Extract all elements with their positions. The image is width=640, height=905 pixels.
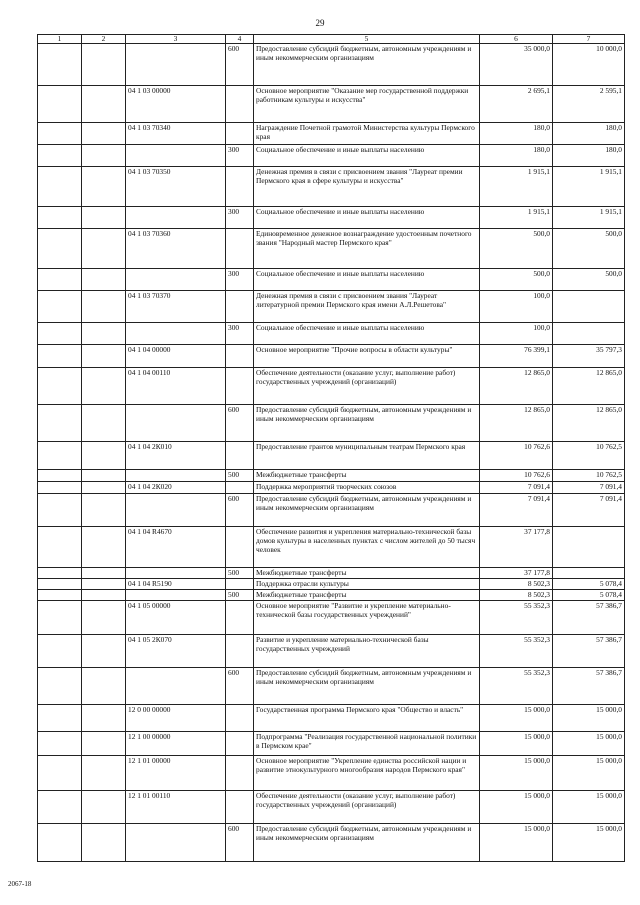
cell-col2 [82, 86, 126, 123]
cell-code: 04 1 05 2К070 [126, 635, 226, 668]
cell-name: Основное мероприятие "Прочие вопросы в области культуры" [254, 345, 480, 368]
cell-col2 [82, 824, 126, 862]
cell-amount-6: 1 915,1 [480, 167, 553, 207]
table-row [38, 229, 625, 269]
cell-name: Предоставление субсидий бюджетным, автономным учреждениям и иным некоммерческим организациям [254, 44, 480, 86]
cell-amount-7: 5 078,4 [553, 579, 625, 590]
cell-col2 [82, 323, 126, 345]
cell-amount-7: 12 865,0 [553, 368, 625, 405]
cell-amount-7: 10 762,5 [553, 470, 625, 482]
cell-amount-6: 500,0 [480, 269, 553, 291]
cell-amount-6: 7 091,4 [480, 494, 553, 527]
cell-expense-type [226, 291, 254, 323]
cell-col1 [38, 590, 82, 601]
cell-name: Социальное обеспечение и иные выплаты населению [254, 207, 480, 229]
table-header-row [38, 35, 625, 44]
cell-amount-7: 10 762,5 [553, 442, 625, 470]
column-header-2: 2 [82, 35, 126, 44]
cell-amount-6: 37 177,8 [480, 527, 553, 568]
cell-code: 04 1 03 70360 [126, 229, 226, 269]
cell-amount-7: 180,0 [553, 123, 625, 145]
cell-amount-6: 37 177,8 [480, 568, 553, 579]
cell-expense-type [226, 442, 254, 470]
cell-amount-7: 7 091,4 [553, 494, 625, 527]
cell-expense-type [226, 86, 254, 123]
cell-col1 [38, 482, 82, 494]
cell-name: Обеспечение развития и укрепления материально-технической базы домов культуры в населенных пунктах с числом жителей до 50 тысяч человек [254, 527, 480, 568]
cell-name: Основное мероприятие "Развитие и укрепление материально-технической базы государственных учреждений" [254, 601, 480, 635]
table-row [38, 470, 625, 482]
cell-col1 [38, 732, 82, 756]
cell-amount-7: 180,0 [553, 145, 625, 167]
table-row [38, 579, 625, 590]
cell-col2 [82, 568, 126, 579]
cell-amount-6: 8 502,3 [480, 579, 553, 590]
cell-expense-type [226, 167, 254, 207]
cell-expense-type [226, 705, 254, 732]
cell-col2 [82, 291, 126, 323]
cell-name: Предоставление субсидий бюджетным, автономным учреждениям и иным некоммерческим организациям [254, 494, 480, 527]
cell-amount-7: 57 386,7 [553, 668, 625, 705]
cell-col2 [82, 668, 126, 705]
cell-code [126, 668, 226, 705]
cell-code: 04 1 04 2К010 [126, 442, 226, 470]
cell-code: 12 1 01 00000 [126, 756, 226, 791]
cell-col2 [82, 590, 126, 601]
cell-col1 [38, 579, 82, 590]
cell-amount-6: 12 865,0 [480, 405, 553, 442]
column-header-7: 7 [553, 35, 625, 44]
cell-expense-type: 300 [226, 323, 254, 345]
cell-col1 [38, 291, 82, 323]
table-row [38, 601, 625, 635]
cell-col1 [38, 167, 82, 207]
cell-amount-7: 2 595,1 [553, 86, 625, 123]
cell-code [126, 568, 226, 579]
cell-code: 04 1 03 00000 [126, 86, 226, 123]
cell-code [126, 207, 226, 229]
cell-expense-type [226, 635, 254, 668]
cell-col2 [82, 635, 126, 668]
cell-col1 [38, 207, 82, 229]
table-row [38, 323, 625, 345]
cell-amount-7: 500,0 [553, 269, 625, 291]
cell-name: Развитие и укрепление материально-технической базы государственных учреждений [254, 635, 480, 668]
cell-name: Денежная премия в связи с присвоением звания "Лауреат литературной премии Пермского края имени А.Л.Решетова" [254, 291, 480, 323]
cell-col2 [82, 269, 126, 291]
cell-expense-type: 500 [226, 590, 254, 601]
cell-col1 [38, 345, 82, 368]
cell-amount-6: 100,0 [480, 291, 553, 323]
cell-col2 [82, 601, 126, 635]
cell-amount-7: 1 915,1 [553, 167, 625, 207]
cell-expense-type: 600 [226, 494, 254, 527]
cell-name: Поддержка мероприятий творческих союзов [254, 482, 480, 494]
table-row [38, 291, 625, 323]
cell-col1 [38, 824, 82, 862]
cell-amount-6: 10 762,6 [480, 442, 553, 470]
cell-name: Межбюджетные трансферты [254, 568, 480, 579]
cell-name: Предоставление субсидий бюджетным, автономным учреждениям и иным некоммерческим организациям [254, 824, 480, 862]
table-row [38, 756, 625, 791]
table-row [38, 269, 625, 291]
cell-amount-7: 15 000,0 [553, 732, 625, 756]
column-header-5: 5 [254, 35, 480, 44]
cell-amount-6: 55 352,3 [480, 668, 553, 705]
cell-amount-6: 15 000,0 [480, 756, 553, 791]
cell-amount-6: 100,0 [480, 323, 553, 345]
cell-name: Денежная премия в связи с присвоением звания "Лауреат премии Пермского края в сфере культуры и искусства" [254, 167, 480, 207]
cell-col2 [82, 494, 126, 527]
cell-col1 [38, 44, 82, 86]
cell-code: 04 1 04 00000 [126, 345, 226, 368]
cell-code: 12 0 00 00000 [126, 705, 226, 732]
column-header-4: 4 [226, 35, 254, 44]
cell-code [126, 824, 226, 862]
table-row [38, 732, 625, 756]
cell-name: Межбюджетные трансферты [254, 470, 480, 482]
cell-expense-type: 600 [226, 668, 254, 705]
cell-amount-6: 15 000,0 [480, 791, 553, 824]
cell-name: Поддержка отрасли культуры [254, 579, 480, 590]
cell-code [126, 269, 226, 291]
cell-col2 [82, 756, 126, 791]
cell-col1 [38, 269, 82, 291]
table-row [38, 527, 625, 568]
cell-expense-type: 300 [226, 145, 254, 167]
cell-amount-7 [553, 568, 625, 579]
cell-code [126, 494, 226, 527]
cell-expense-type [226, 756, 254, 791]
cell-name: Подпрограмма "Реализация государственной национальной политики в Пермском крае" [254, 732, 480, 756]
cell-code [126, 590, 226, 601]
cell-amount-6: 500,0 [480, 229, 553, 269]
cell-name: Награждение Почетной грамотой Министерства культуры Пермского края [254, 123, 480, 145]
cell-col1 [38, 527, 82, 568]
page-number: 29 [315, 18, 325, 28]
table-row [38, 791, 625, 824]
cell-name: Социальное обеспечение и иные выплаты населению [254, 269, 480, 291]
cell-name: Государственная программа Пермского края "Общество и власть" [254, 705, 480, 732]
cell-amount-7: 1 915,1 [553, 207, 625, 229]
cell-expense-type [226, 229, 254, 269]
cell-amount-6: 180,0 [480, 145, 553, 167]
cell-col2 [82, 442, 126, 470]
cell-expense-type: 600 [226, 824, 254, 862]
cell-amount-6: 180,0 [480, 123, 553, 145]
cell-amount-6: 8 502,3 [480, 590, 553, 601]
cell-col2 [82, 145, 126, 167]
cell-col1 [38, 470, 82, 482]
cell-code: 12 1 00 00000 [126, 732, 226, 756]
cell-name: Социальное обеспечение и иные выплаты населению [254, 323, 480, 345]
cell-expense-type [226, 579, 254, 590]
cell-amount-7: 15 000,0 [553, 756, 625, 791]
cell-col2 [82, 229, 126, 269]
table-row [38, 44, 625, 86]
cell-col1 [38, 791, 82, 824]
cell-col1 [38, 601, 82, 635]
cell-col2 [82, 167, 126, 207]
cell-code: 12 1 01 00110 [126, 791, 226, 824]
cell-name: Предоставление субсидий бюджетным, автономным учреждениям и иным некоммерческим организациям [254, 405, 480, 442]
cell-expense-type: 500 [226, 568, 254, 579]
cell-amount-7: 15 000,0 [553, 705, 625, 732]
table-row [38, 145, 625, 167]
table-row [38, 482, 625, 494]
cell-expense-type [226, 482, 254, 494]
cell-expense-type [226, 345, 254, 368]
cell-amount-7 [553, 291, 625, 323]
cell-expense-type [226, 368, 254, 405]
cell-amount-7: 35 797,3 [553, 345, 625, 368]
table-row [38, 207, 625, 229]
cell-expense-type: 500 [226, 470, 254, 482]
table-row [38, 824, 625, 862]
cell-col1 [38, 229, 82, 269]
cell-amount-6: 7 091,4 [480, 482, 553, 494]
cell-name: Основное мероприятие "Укрепление единства российской нации и развитие этнокультурного многообразия народов Пермского края" [254, 756, 480, 791]
cell-expense-type [226, 791, 254, 824]
cell-expense-type: 600 [226, 405, 254, 442]
cell-amount-6: 10 762,6 [480, 470, 553, 482]
cell-name: Единовременное денежное вознаграждение удостоенным почетного звания "Народный мастер Пермского края" [254, 229, 480, 269]
cell-col1 [38, 756, 82, 791]
table-row [38, 590, 625, 601]
cell-amount-7 [553, 323, 625, 345]
cell-amount-7: 12 865,0 [553, 405, 625, 442]
table-row [38, 86, 625, 123]
cell-col2 [82, 345, 126, 368]
cell-code [126, 44, 226, 86]
cell-amount-7: 57 386,7 [553, 635, 625, 668]
cell-code [126, 323, 226, 345]
table-row [38, 345, 625, 368]
cell-col1 [38, 86, 82, 123]
cell-col1 [38, 368, 82, 405]
cell-col2 [82, 705, 126, 732]
cell-amount-7: 15 000,0 [553, 824, 625, 862]
table-row [38, 405, 625, 442]
cell-amount-6: 2 695,1 [480, 86, 553, 123]
cell-name: Предоставление грантов муниципальным театрам Пермского края [254, 442, 480, 470]
table-row [38, 123, 625, 145]
column-header-3: 3 [126, 35, 226, 44]
cell-col1 [38, 123, 82, 145]
table-row [38, 705, 625, 732]
column-header-6: 6 [480, 35, 553, 44]
cell-amount-7: 10 000,0 [553, 44, 625, 86]
cell-code: 04 1 04 R4670 [126, 527, 226, 568]
cell-amount-6: 55 352,3 [480, 601, 553, 635]
cell-col1 [38, 705, 82, 732]
cell-code [126, 145, 226, 167]
footer-code: 2067-18 [8, 880, 32, 888]
table-row [38, 568, 625, 579]
cell-code: 04 1 04 R5190 [126, 579, 226, 590]
cell-amount-7: 500,0 [553, 229, 625, 269]
cell-col2 [82, 368, 126, 405]
cell-col1 [38, 568, 82, 579]
cell-amount-7: 15 000,0 [553, 791, 625, 824]
cell-amount-6: 55 352,3 [480, 635, 553, 668]
cell-amount-6: 35 000,0 [480, 44, 553, 86]
cell-name: Межбюджетные трансферты [254, 590, 480, 601]
cell-col2 [82, 207, 126, 229]
cell-code: 04 1 03 70340 [126, 123, 226, 145]
cell-code: 04 1 05 00000 [126, 601, 226, 635]
cell-col2 [82, 527, 126, 568]
table-row [38, 442, 625, 470]
cell-col1 [38, 668, 82, 705]
cell-col1 [38, 494, 82, 527]
cell-code [126, 405, 226, 442]
cell-code: 04 1 04 2К020 [126, 482, 226, 494]
cell-col2 [82, 470, 126, 482]
cell-amount-7: 57 386,7 [553, 601, 625, 635]
cell-amount-6: 15 000,0 [480, 705, 553, 732]
cell-name: Обеспечение деятельности (оказание услуг, выполнение работ) государственных учреждений (организаций) [254, 791, 480, 824]
column-header-1: 1 [38, 35, 82, 44]
cell-code [126, 470, 226, 482]
cell-col1 [38, 635, 82, 668]
cell-expense-type [226, 732, 254, 756]
cell-col1 [38, 442, 82, 470]
cell-col1 [38, 323, 82, 345]
cell-expense-type [226, 123, 254, 145]
cell-name: Социальное обеспечение и иные выплаты населению [254, 145, 480, 167]
table-row [38, 368, 625, 405]
cell-expense-type [226, 601, 254, 635]
cell-col2 [82, 123, 126, 145]
cell-col2 [82, 791, 126, 824]
table-row [38, 635, 625, 668]
table-row [38, 668, 625, 705]
cell-amount-7: 5 078,4 [553, 590, 625, 601]
cell-col2 [82, 405, 126, 442]
cell-amount-6: 15 000,0 [480, 824, 553, 862]
cell-expense-type [226, 527, 254, 568]
cell-amount-6: 12 865,0 [480, 368, 553, 405]
cell-col2 [82, 482, 126, 494]
cell-col1 [38, 145, 82, 167]
cell-col2 [82, 732, 126, 756]
cell-code: 04 1 03 70350 [126, 167, 226, 207]
table-row [38, 494, 625, 527]
cell-name: Предоставление субсидий бюджетным, автономным учреждениям и иным некоммерческим организациям [254, 668, 480, 705]
cell-name: Основное мероприятие "Оказание мер государственной поддержки работникам культуры и искусства" [254, 86, 480, 123]
cell-amount-6: 76 399,1 [480, 345, 553, 368]
cell-code: 04 1 04 00110 [126, 368, 226, 405]
cell-amount-7: 7 091,4 [553, 482, 625, 494]
cell-col1 [38, 405, 82, 442]
cell-amount-6: 15 000,0 [480, 732, 553, 756]
budget-table [37, 34, 625, 862]
cell-col2 [82, 44, 126, 86]
table-body [38, 44, 625, 862]
cell-expense-type: 600 [226, 44, 254, 86]
cell-expense-type: 300 [226, 207, 254, 229]
cell-amount-7 [553, 527, 625, 568]
cell-amount-6: 1 915,1 [480, 207, 553, 229]
cell-expense-type: 300 [226, 269, 254, 291]
cell-col2 [82, 579, 126, 590]
cell-code: 04 1 03 70370 [126, 291, 226, 323]
cell-name: Обеспечение деятельности (оказание услуг, выполнение работ) государственных учреждений (организаций) [254, 368, 480, 405]
table-row [38, 167, 625, 207]
